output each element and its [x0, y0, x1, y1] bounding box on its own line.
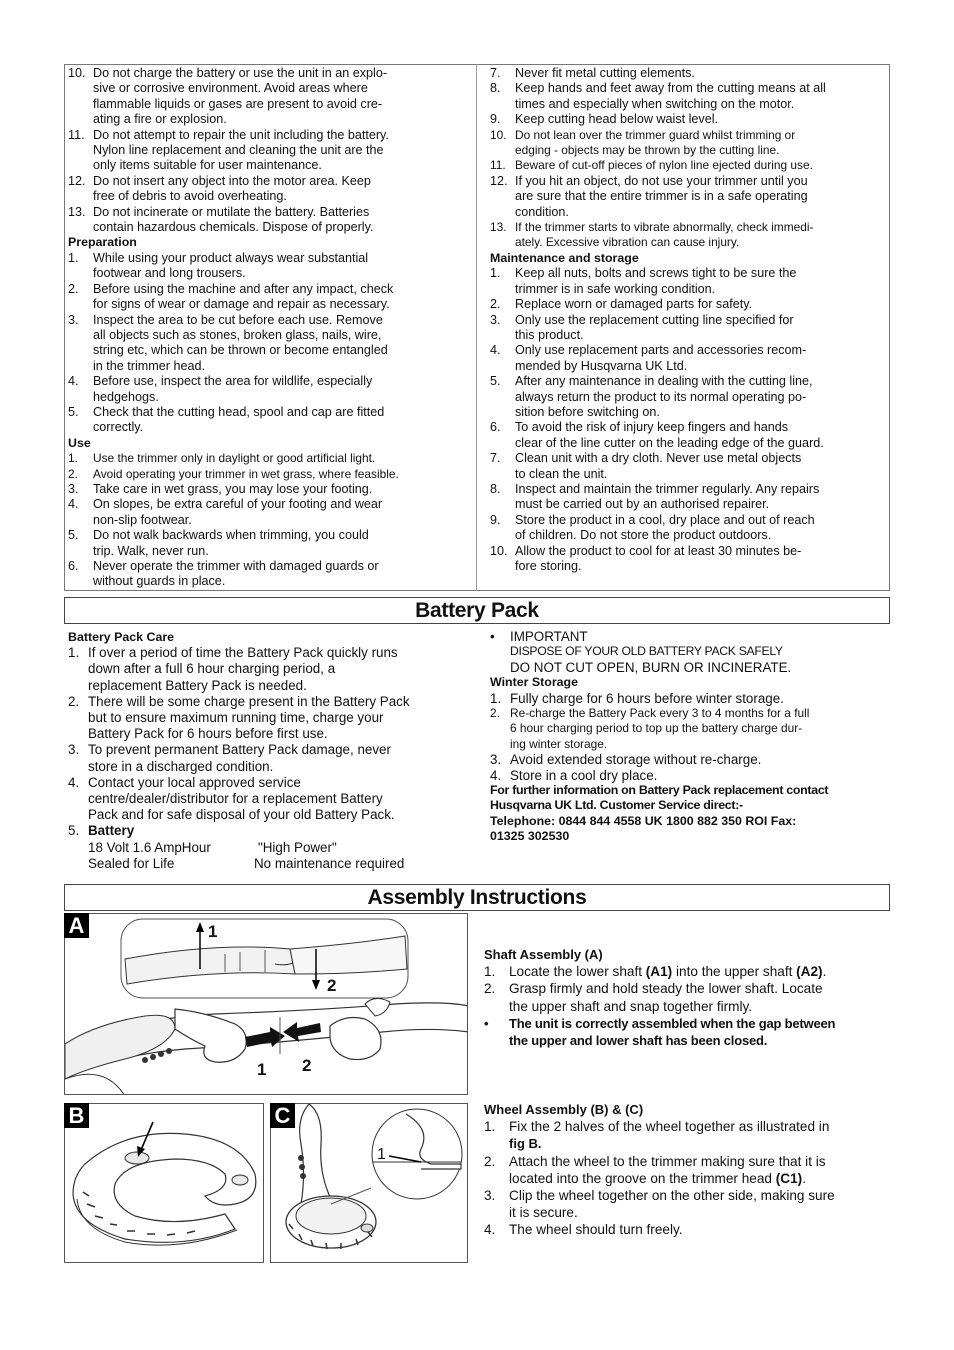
list-line: [68, 482, 473, 497]
callout-a2-inset: 2: [327, 976, 337, 995]
list-line: [490, 544, 886, 559]
wheel-step-1-number: 1.: [484, 1119, 496, 1135]
preparation-heading: Preparation: [68, 235, 137, 250]
list-number: 4.: [490, 767, 502, 783]
wheel-step-2-period: .: [802, 1170, 806, 1186]
wheel-step-3-number: 3.: [484, 1188, 496, 1204]
wheel-step-2-line-2: [509, 1170, 888, 1187]
list-line: [68, 66, 473, 81]
list-text: free of debris to avoid overheating.: [93, 189, 287, 204]
list-line: [490, 282, 886, 297]
list-text: Do not insert any object into the motor area. Keep: [93, 173, 371, 188]
wheel-step-3: [484, 1187, 888, 1221]
list-text: in the trimmer head.: [93, 358, 205, 373]
shaft-step-1-ref-a2: (A2): [796, 964, 823, 980]
list-line: [68, 759, 468, 775]
list-line: [490, 528, 886, 543]
list-text: replacement Battery Pack is needed.: [88, 677, 307, 693]
use-heading: Use: [68, 435, 91, 450]
battery-spec-row-2: [68, 856, 468, 872]
list-line: [68, 374, 473, 389]
winter-storage-list: [490, 691, 886, 783]
wheel-step-4-line-1: The wheel should turn freely.: [509, 1222, 683, 1238]
safety-right-column: [490, 66, 886, 574]
list-text: all objects such as stones, broken glass, nails, wire,: [93, 327, 382, 342]
wheel-step-2-line-1: Attach the wheel to the trimmer making sure that it is: [509, 1153, 826, 1169]
shaft-step-1-period: .: [822, 964, 827, 980]
dispose-line-2: DO NOT CUT OPEN, BURN OR INCINERATE.: [510, 659, 792, 675]
list-number: 9.: [490, 112, 501, 127]
wheel-attach-illustration: [271, 1104, 468, 1263]
list-line: [68, 775, 468, 791]
list-line: [68, 678, 468, 694]
list-text: After any maintenance in dealing with the cutting line,: [515, 374, 813, 389]
list-number: 2.: [490, 706, 500, 721]
list-text: centre/dealer/distributor for a replacement Battery: [88, 791, 383, 807]
list-text: To avoid the risk of injury keep fingers and hands: [515, 420, 789, 435]
list-line: [490, 158, 886, 173]
list-number: 13.: [490, 220, 507, 235]
list-line: [68, 251, 473, 266]
list-line: [68, 405, 473, 420]
list-text: edging - objects may be thrown by the cutting line.: [515, 143, 780, 158]
list-number: 12.: [490, 173, 508, 188]
list-text: Pack and for safe disposal of your old Battery Pack.: [88, 807, 395, 823]
list-number: 4.: [68, 774, 80, 790]
list-text: Store in a cool dry place.: [510, 767, 658, 783]
list-line: [490, 737, 886, 752]
list-text: only items suitable for user maintenance.: [93, 158, 322, 173]
contact-line-3: Telephone: 0844 844 4558 UK 1800 882 350 ROI Fax:: [490, 813, 797, 828]
list-line: [68, 297, 473, 312]
list-number: 5.: [490, 374, 501, 389]
list-text: There will be some charge present in the Battery Pack: [88, 693, 410, 709]
list-text: If you hit an object, do not use your trimmer until you: [515, 173, 808, 188]
list-number: 1.: [68, 451, 78, 466]
battery-spec-row-1: [68, 840, 468, 856]
list-number: 1.: [68, 250, 79, 265]
list-line: [68, 282, 473, 297]
list-line: [68, 791, 468, 807]
list-text: Only use the replacement cutting line specified for: [515, 312, 794, 327]
list-number: 4.: [68, 374, 79, 389]
list-text: string etc, which can be thrown or become entangled: [93, 343, 388, 358]
list-line: [68, 328, 473, 343]
list-text: Use the trimmer only in daylight or good artificial light.: [93, 451, 376, 466]
list-text: Never fit metal cutting elements.: [515, 66, 695, 80]
list-text: Keep cutting head below waist level.: [515, 112, 719, 127]
list-text: are sure that the entire trimmer is in a safe operating: [515, 189, 808, 204]
shaft-assembly-section: [484, 946, 888, 1049]
list-text: trimmer is in safe working condition.: [515, 281, 716, 296]
shaft-step-2: [484, 980, 888, 1014]
wheel-step-2-number: 2.: [484, 1153, 496, 1169]
battery-voltage: 18 Volt 1.6 AmpHour: [88, 839, 211, 855]
list-number: 11.: [490, 158, 506, 173]
list-text: Replace worn or damaged parts for safety.: [515, 297, 753, 312]
list-line: [490, 143, 886, 158]
winter-storage-heading: Winter Storage: [490, 675, 579, 690]
list-number: 3.: [68, 742, 80, 758]
shaft-step-1-number: 1.: [484, 964, 496, 980]
list-line: [490, 691, 886, 706]
list-line: [68, 359, 473, 374]
list-line: [490, 297, 886, 312]
figure-c-wheel-attach: [270, 1103, 468, 1263]
list-text: Only use replacement parts and accessories recom-: [515, 343, 807, 358]
list-text: Do not walk backwards when trimming, you could: [93, 528, 369, 543]
important-label: IMPORTANT: [510, 629, 588, 644]
battery-item-5-number: 5.: [68, 823, 80, 839]
list-text: Store the product in a cool, dry place and out of reach: [515, 512, 815, 527]
list-line: [68, 97, 473, 112]
column-divider: [476, 64, 477, 591]
list-text: Clean unit with a dry cloth. Never use metal objects: [515, 451, 802, 466]
list-line: [490, 235, 886, 250]
list-number: 1.: [490, 690, 502, 706]
list-line: [490, 467, 886, 482]
list-number: 9.: [490, 512, 501, 527]
list-text: Nylon line replacement and cleaning the unit are the: [93, 143, 384, 158]
important-notice: [490, 629, 886, 644]
list-number: 8.: [490, 481, 501, 496]
list-number: 5.: [68, 528, 79, 543]
list-text: Fully charge for 6 hours before winter storage.: [510, 690, 784, 706]
list-number: 2.: [68, 693, 80, 709]
use-list: [68, 451, 473, 590]
wheel-halves-illustration: [65, 1104, 264, 1263]
list-line: [490, 359, 886, 374]
list-line: [490, 328, 886, 343]
list-line: [490, 768, 886, 783]
list-text: Never operate the trimmer with damaged guards or: [93, 559, 379, 573]
list-number: 13.: [68, 204, 86, 219]
maintenance-list: [490, 266, 886, 574]
list-line: [490, 313, 886, 328]
list-text: Keep all nuts, bolts and screws tight to be sure the: [515, 266, 797, 281]
list-line: [490, 205, 886, 220]
figure-b-wheel-halves: [64, 1103, 264, 1263]
list-text: Do not attempt to repair the unit including the battery.: [93, 127, 389, 142]
shaft-step-1-ref-a1: (A1): [645, 964, 673, 980]
contact-line-4: 01325 302530: [490, 829, 570, 844]
list-number: 8.: [490, 81, 501, 96]
list-text: Check that the cutting head, spool and cap are fitted: [93, 404, 385, 419]
preparation-list: [68, 251, 473, 436]
list-line: [490, 81, 886, 96]
wheel-step-2-ref-c1: (C1): [775, 1170, 803, 1186]
list-text: store in a discharged condition.: [88, 758, 274, 774]
list-line: [68, 112, 473, 127]
list-text: but to ensure maximum running time, charge your: [88, 710, 384, 726]
wheel-step-1-line-1: Fix the 2 halves of the wheel together as illustrated in: [509, 1119, 830, 1135]
safety-left-column: [68, 66, 473, 590]
safety-left-list: [68, 66, 473, 235]
list-number: 10.: [490, 127, 507, 142]
list-text: Beware of cut-off pieces of nylon line ejected during use.: [515, 158, 813, 173]
list-number: 2.: [490, 297, 501, 312]
list-line: [490, 220, 886, 235]
list-line: [68, 726, 468, 742]
shaft-assembly-note: [484, 1015, 888, 1049]
list-line: [68, 497, 473, 512]
list-number: 10.: [490, 543, 508, 558]
list-number: 3.: [68, 312, 79, 327]
list-line: [68, 343, 473, 358]
list-number: 12.: [68, 173, 86, 188]
list-line: [68, 513, 473, 528]
list-line: [68, 81, 473, 96]
contact-line-1: For further information on Battery Pack replacement contact: [490, 783, 829, 798]
list-text: Re-charge the Battery Pack every 3 to 4 months for a full: [510, 706, 810, 721]
callout-a1-inset: 1: [208, 922, 218, 941]
list-number: 1.: [490, 266, 501, 281]
list-number: 7.: [490, 66, 501, 80]
list-text: If over a period of time the Battery Pack quickly runs: [88, 645, 398, 661]
wheel-assembly-heading: Wheel Assembly (B) & (C): [484, 1102, 644, 1117]
list-line: [490, 405, 886, 420]
callout-a2: 2: [302, 1056, 312, 1075]
list-text: If the trimmer starts to vibrate abnormally, check immedi-: [515, 220, 814, 235]
wheel-step-4: [484, 1221, 888, 1238]
assembly-instructions-title: Assembly Instructions: [64, 884, 890, 911]
shaft-step-2-number: 2.: [484, 981, 496, 997]
contact-line-2: Husqvarna UK Ltd. Customer Service direct:-: [490, 798, 743, 813]
battery-power: "High Power": [258, 839, 337, 855]
list-line: [490, 374, 886, 389]
list-line: [68, 661, 468, 677]
shaft-step-1-text-a: Locate the lower shaft: [509, 964, 646, 980]
list-line: [68, 158, 473, 173]
list-number: 5.: [68, 404, 79, 419]
battery-care-list: [68, 645, 468, 823]
list-line: [490, 66, 886, 81]
figure-c-label: C: [270, 1103, 295, 1128]
battery-item-5: [68, 823, 468, 839]
shaft-step-2-line-1: Grasp firmly and hold steady the lower shaft. Locate: [509, 981, 823, 997]
shaft-note-line-1: The unit is correctly assembled when the gap between: [509, 1015, 836, 1031]
list-text: 6 hour charging period to top up the battery charge dur-: [510, 721, 803, 736]
list-number: 2.: [68, 281, 79, 296]
wheel-step-3-line-1: Clip the wheel together on the other side, making sure: [509, 1188, 835, 1204]
list-line: [68, 174, 473, 189]
bullet-icon: •: [484, 1015, 489, 1031]
list-text: for signs of wear or damage and repair as necessary.: [93, 297, 390, 312]
list-text: ing winter storage.: [510, 736, 608, 751]
list-line: [68, 710, 468, 726]
list-line: [490, 266, 886, 281]
list-number: 3.: [490, 312, 501, 327]
list-line: [490, 97, 886, 112]
list-text: On slopes, be extra careful of your footing and wear: [93, 497, 383, 512]
list-line: [68, 390, 473, 405]
list-text: Avoid extended storage without re-charge.: [510, 752, 762, 768]
list-text: of children. Do not store the product outdoors.: [515, 528, 772, 543]
list-line: [68, 544, 473, 559]
shaft-assembly-illustration: [65, 914, 468, 1095]
list-line: [68, 313, 473, 328]
list-line: [68, 451, 473, 466]
list-line: [490, 706, 886, 721]
battery-label: Battery: [88, 823, 135, 839]
list-line: [490, 451, 886, 466]
list-number: 7.: [490, 451, 501, 466]
list-number: 11.: [68, 127, 85, 142]
list-text: Before use, inspect the area for wildlife, especially: [93, 374, 373, 389]
list-line: [490, 497, 886, 512]
list-number: 10.: [68, 66, 86, 80]
list-line: [68, 528, 473, 543]
callout-c1: 1: [377, 1146, 386, 1163]
list-line: [490, 174, 886, 189]
list-line: [68, 189, 473, 204]
list-line: [490, 390, 886, 405]
list-text: condition.: [515, 204, 569, 219]
list-text: While using your product always wear substantial: [93, 250, 369, 265]
callout-a1: 1: [257, 1060, 267, 1079]
battery-right-column: [490, 629, 886, 845]
list-line: [68, 266, 473, 281]
list-text: to clean the unit.: [515, 466, 608, 481]
list-text: ately. Excessive vibration can cause injury.: [515, 235, 740, 250]
list-text: sive or corrosive environment. Avoid areas where: [93, 81, 368, 96]
list-line: [490, 482, 886, 497]
list-text: Take care in wet grass, you may lose your footing.: [93, 481, 373, 496]
list-line: [490, 112, 886, 127]
list-line: [68, 807, 468, 823]
list-number: 1.: [68, 645, 80, 661]
list-text: Do not lean over the trimmer guard whilst trimming or: [515, 127, 796, 142]
figure-a-shaft-assembly: [64, 913, 468, 1095]
list-text: mended by Husqvarna UK Ltd.: [515, 358, 688, 373]
list-line: [490, 721, 886, 736]
wheel-step-4-number: 4.: [484, 1222, 496, 1238]
wheel-step-2-text: located into the groove on the trimmer head: [509, 1170, 776, 1186]
list-text: Do not incinerate or mutilate the battery. Batteries: [93, 204, 370, 219]
wheel-step-1: [484, 1118, 888, 1152]
bullet-icon: •: [490, 629, 495, 644]
list-number: 6.: [68, 559, 79, 573]
list-line: [490, 559, 886, 574]
shaft-assembly-heading: Shaft Assembly (A): [484, 947, 603, 962]
safety-right-list: [490, 66, 886, 251]
list-line: [68, 420, 473, 435]
list-text: Inspect and maintain the trimmer regularly. Any repairs: [515, 481, 820, 496]
list-line: [68, 220, 473, 235]
shaft-step-2-line-2: the upper shaft and snap together firmly.: [509, 998, 753, 1014]
battery-left-column: [68, 629, 468, 872]
list-line: [68, 694, 468, 710]
list-line: [490, 420, 886, 435]
list-number: 4.: [68, 497, 79, 512]
list-text: ating a fire or explosion.: [93, 112, 227, 127]
list-text: Before using the machine and after any impact, check: [93, 281, 394, 296]
list-number: 6.: [490, 420, 501, 435]
list-text: non-slip footwear.: [93, 512, 192, 527]
list-text: this product.: [515, 327, 584, 342]
list-text: Battery Pack for 6 hours before first use.: [88, 726, 328, 742]
list-line: [490, 513, 886, 528]
list-line: [68, 742, 468, 758]
wheel-step-1-fig-ref: fig B.: [509, 1136, 542, 1152]
list-text: Avoid operating your trimmer in wet grass, where feasible.: [93, 466, 399, 481]
list-text: footwear and long trousers.: [93, 266, 246, 281]
list-text: Contact your local approved service: [88, 774, 301, 790]
list-text: without guards in place.: [93, 574, 226, 589]
list-text: contain hazardous chemicals. Dispose of properly.: [93, 220, 374, 235]
battery-care-heading: Battery Pack Care: [68, 630, 175, 644]
list-text: times and especially when switching on the motor.: [515, 96, 795, 111]
list-text: correctly.: [93, 420, 144, 435]
figure-b-label: B: [64, 1103, 89, 1128]
wheel-step-2: [484, 1153, 888, 1187]
wheel-step-3-line-2: it is secure.: [509, 1205, 578, 1221]
list-text: sition before switching on.: [515, 404, 660, 419]
list-number: 3.: [68, 481, 79, 496]
battery-sealed: Sealed for Life: [88, 855, 175, 871]
shaft-note-line-2: the upper and lower shaft has been closed.: [509, 1033, 768, 1049]
list-line: [68, 645, 468, 661]
list-line: [490, 343, 886, 358]
list-line: [490, 436, 886, 451]
list-line: [490, 128, 886, 143]
list-line: [68, 467, 473, 482]
maintenance-heading: Maintenance and storage: [490, 250, 639, 265]
list-number: 4.: [490, 343, 501, 358]
wheel-assembly-section: [484, 1101, 888, 1239]
list-text: trip. Walk, never run.: [93, 543, 209, 558]
list-text: hedgehogs.: [93, 389, 159, 404]
dispose-line-1: DISPOSE OF YOUR OLD BATTERY PACK SAFELY: [510, 644, 783, 659]
shaft-step-1: [484, 963, 888, 980]
list-line: [68, 128, 473, 143]
list-text: down after a full 6 hour charging period, a: [88, 661, 336, 677]
list-text: flammable liquids or gases are present to avoid cre-: [93, 96, 383, 111]
list-text: must be carried out by an authorised repairer.: [515, 497, 770, 512]
list-text: fore storing.: [515, 559, 582, 573]
battery-pack-title: Battery Pack: [64, 597, 890, 624]
shaft-step-1-text-b: into the upper shaft: [672, 964, 797, 980]
list-text: Do not charge the battery or use the unit in an explo-: [93, 66, 388, 80]
list-text: clear of the line cutter on the leading edge of the guard.: [515, 435, 824, 450]
list-line: [68, 559, 473, 574]
list-text: Allow the product to cool for at least 30 minutes be-: [515, 543, 802, 558]
list-line: [490, 189, 886, 204]
list-number: 3.: [490, 752, 502, 768]
list-line: [68, 574, 473, 589]
list-text: Inspect the area to be cut before each use. Remove: [93, 312, 383, 327]
battery-maintenance: No maintenance required: [254, 855, 405, 871]
list-text: To prevent permanent Battery Pack damage, never: [88, 742, 391, 758]
list-text: always return the product to its normal operating po-: [515, 389, 807, 404]
figure-a-label: A: [64, 913, 89, 938]
list-line: [68, 205, 473, 220]
list-line: [68, 143, 473, 158]
list-text: Keep hands and feet away from the cutting means at all: [515, 81, 826, 96]
list-line: [490, 752, 886, 767]
list-number: 2.: [68, 466, 78, 481]
